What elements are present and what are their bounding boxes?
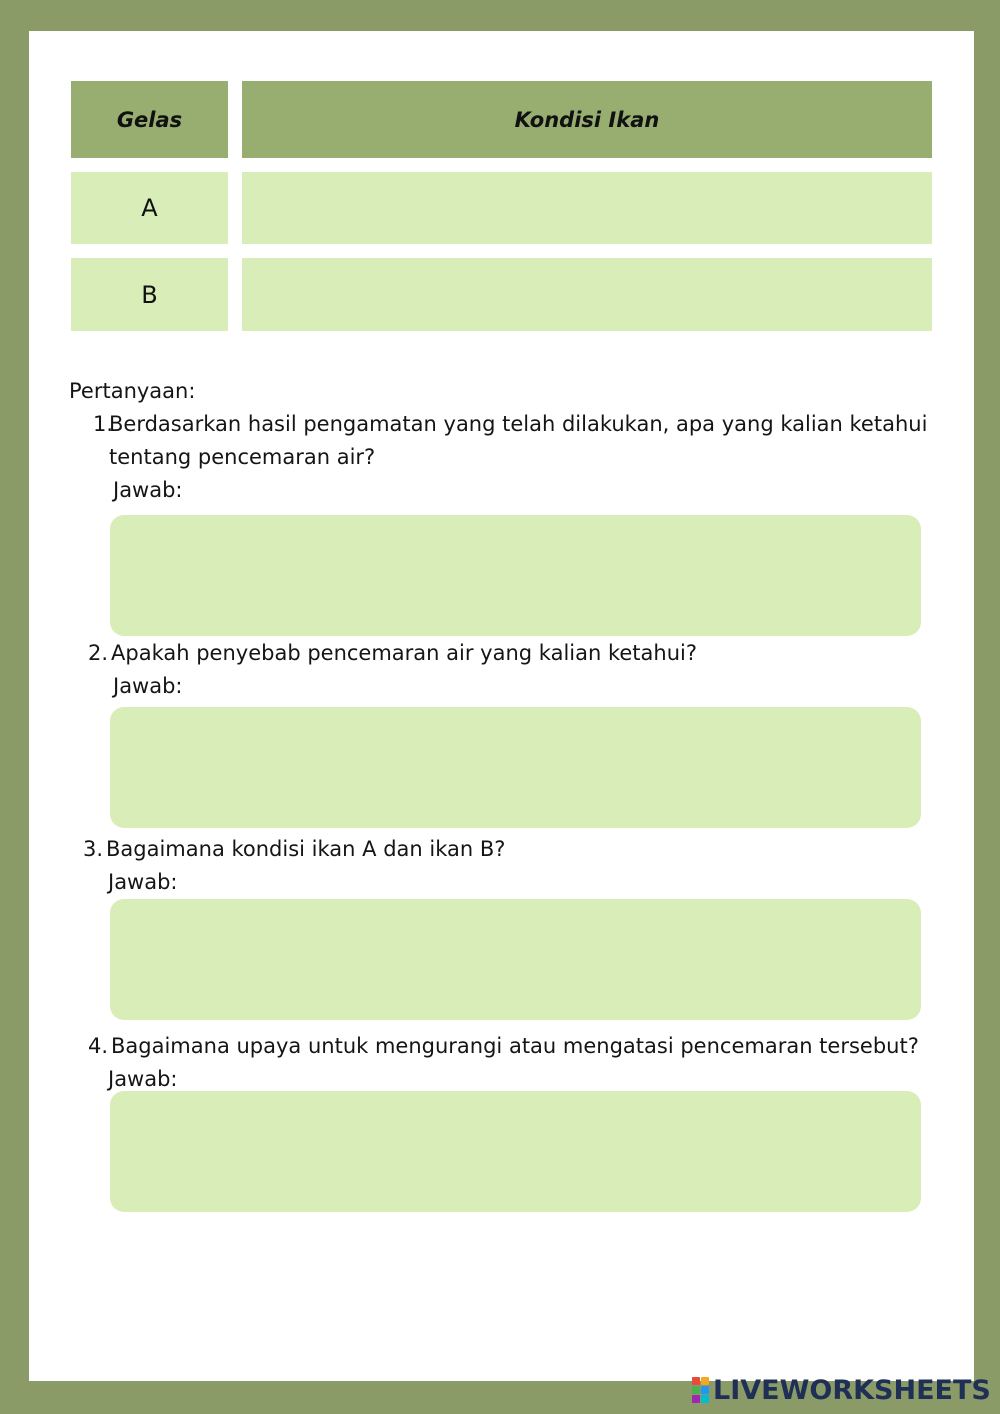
- question-3-answer-label: Jawab:: [108, 870, 178, 894]
- table-header-kondisi-ikan: Kondisi Ikan: [242, 81, 932, 158]
- question-1-number: 1.: [93, 412, 114, 436]
- question-2-text: Apakah penyebab pencemaran air yang kalian ketahui?: [111, 641, 698, 665]
- liveworksheets-logo-icon: [692, 1377, 709, 1403]
- question-1-text-line2: tentang pencemaran air?: [109, 445, 376, 469]
- question-2-number: 2.: [88, 641, 109, 665]
- table-row-b-gelas: B: [71, 258, 228, 331]
- liveworksheets-brand: [692, 1374, 991, 1406]
- question-4-answer-label: Jawab:: [108, 1067, 178, 1091]
- question-1-answer-box[interactable]: [110, 515, 921, 636]
- question-3-number: 3.: [83, 837, 104, 861]
- table-row-a-gelas: A: [71, 172, 228, 244]
- table-header-gelas: Gelas: [71, 81, 228, 158]
- question-4-text: Bagaimana upaya untuk mengurangi atau mengatasi pencemaran tersebut?: [111, 1034, 919, 1058]
- question-1-answer-label: Jawab:: [113, 478, 183, 502]
- liveworksheets-brand-text: LIVEWORKSHEETS: [713, 1374, 991, 1406]
- question-4-number: 4.: [88, 1034, 109, 1058]
- table-row-a-kondisi-input[interactable]: [242, 172, 932, 244]
- question-3-answer-box[interactable]: [110, 899, 921, 1020]
- questions-heading: Pertanyaan:: [69, 379, 196, 403]
- question-2-answer-box[interactable]: [110, 707, 921, 828]
- question-4-answer-box[interactable]: [110, 1091, 921, 1212]
- question-2-answer-label: Jawab:: [113, 674, 183, 698]
- question-1-text-line1: Berdasarkan hasil pengamatan yang telah dilakukan, apa yang kalian ketahui: [109, 412, 928, 436]
- worksheet-page: [29, 31, 974, 1381]
- question-3-text: Bagaimana kondisi ikan A dan ikan B?: [106, 837, 506, 861]
- table-row-b-kondisi-input[interactable]: [242, 258, 932, 331]
